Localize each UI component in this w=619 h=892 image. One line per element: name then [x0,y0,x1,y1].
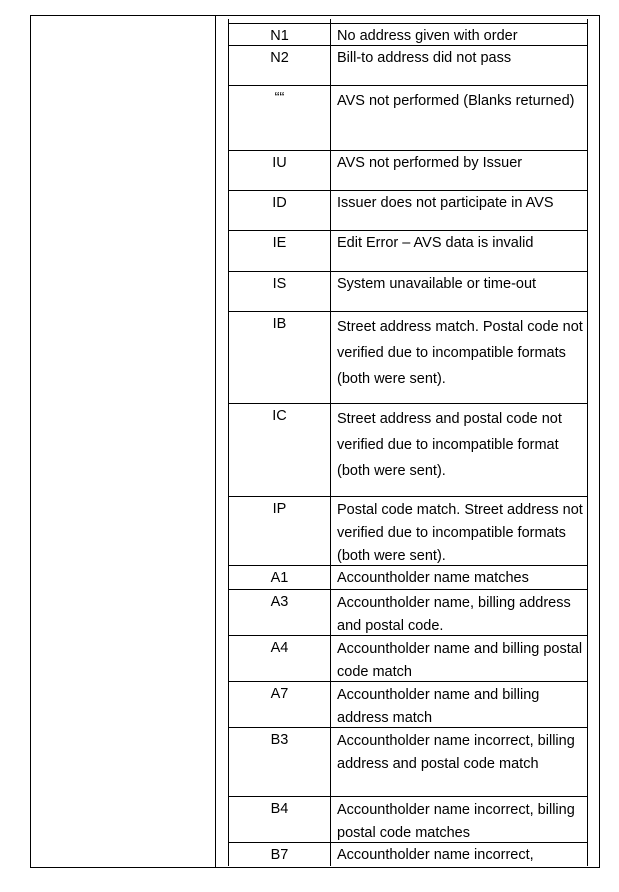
avs-description: System unavailable or time-out [337,276,537,292]
code-column-separator [330,19,331,866]
avs-description: Accountholder name incorrect, [337,847,534,863]
table-row [229,150,587,171]
avs-code: B3 [270,732,289,748]
avs-code: B4 [270,801,289,817]
avs-description: Issuer does not participate in AVS [337,195,554,211]
avs-code: IC [272,408,287,424]
avs-description: No address given with order [337,28,518,44]
avs-code: IE [272,235,287,251]
table-row [229,727,587,772]
avs-code-table [228,19,588,866]
avs-code: N2 [270,50,289,66]
table-row [229,589,587,634]
table-row [229,403,587,479]
table-row [229,190,587,211]
table-row [229,565,587,586]
table-row [229,496,587,564]
avs-code: A4 [270,640,289,656]
avs-description: Accountholder name and billing address match [337,687,540,726]
table-row [229,681,587,726]
table-row [229,85,587,109]
table-row [229,635,587,680]
avs-description: Accountholder name incorrect, billing address and postal code match [337,733,575,772]
avs-description: AVS not performed (Blanks returned) [337,93,575,109]
table-row [229,45,587,66]
avs-description: Accountholder name, billing address and postal code. [337,595,571,634]
table-row [229,796,587,841]
avs-code: A1 [270,570,289,586]
table-row [229,842,587,863]
avs-description: Edit Error – AVS data is invalid [337,235,534,251]
avs-code: IP [272,501,287,517]
avs-description: Accountholder name incorrect, billing postal code matches [337,802,575,841]
avs-code: IU [272,155,287,171]
column-divider [215,16,216,867]
avs-description: Postal code match. Street address not verified due to incompatible formats (both were sent). [337,502,583,564]
table-row [229,311,587,387]
avs-code: IB [272,316,287,332]
avs-code: A3 [270,594,289,610]
table-row [229,230,587,251]
avs-code: A7 [270,686,289,702]
avs-description: Street address and postal code not verified due to incompatible format (both were sent). [337,411,562,479]
avs-code: B7 [270,847,289,863]
avs-description: Accountholder name and billing postal code match [337,641,583,680]
table-row [229,23,587,44]
avs-description: Street address match. Postal code not verified due to incompatible formats (both were sent). [337,319,583,387]
avs-description: Bill-to address did not pass [337,50,512,66]
avs-code: ““ [274,90,285,106]
avs-description: Accountholder name matches [337,570,529,586]
avs-code: N1 [270,28,289,44]
avs-description: AVS not performed by Issuer [337,155,523,171]
avs-code: ID [272,195,287,211]
avs-code: IS [272,276,287,292]
table-row [229,271,587,292]
